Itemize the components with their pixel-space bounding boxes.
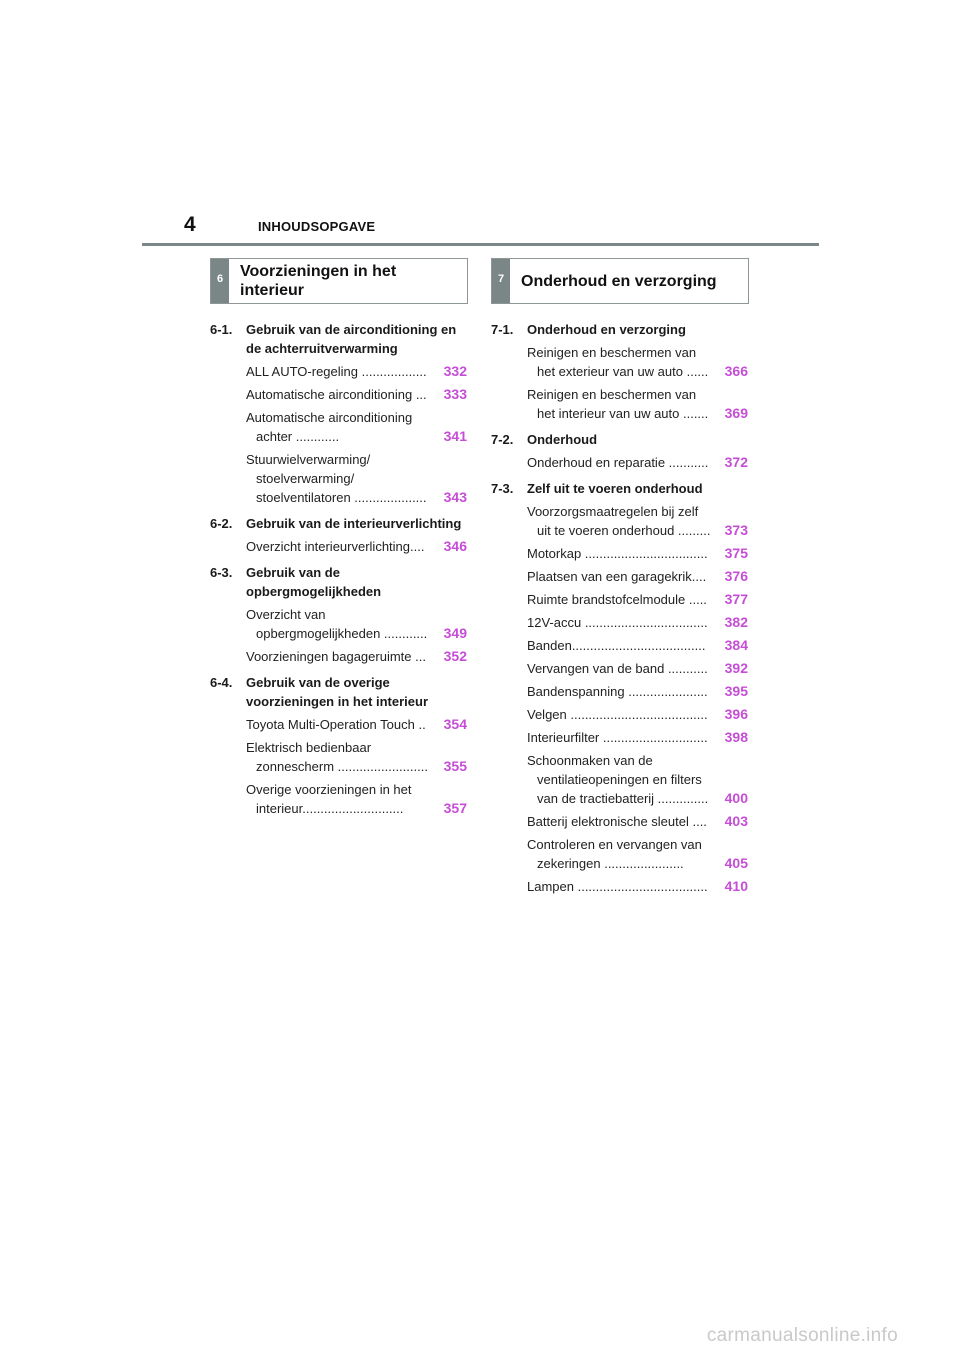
entry-text: Onderhoud en reparatie ...........	[527, 455, 709, 470]
entry-page-link[interactable]: 395	[724, 683, 748, 699]
entry-text: ALL AUTO-regeling ..................	[246, 364, 427, 379]
toc-entry[interactable]	[246, 605, 467, 643]
toc-entry[interactable]	[527, 812, 748, 831]
toc-entry[interactable]	[527, 453, 748, 472]
entry-page-link[interactable]: 382	[724, 614, 748, 630]
toc-section	[210, 673, 467, 818]
toc-entry[interactable]	[527, 343, 748, 381]
entry-text: Stuurwielverwarming/ stoelverwarming/ stoelventilatoren ....................	[246, 452, 427, 505]
entry-page-link[interactable]: 410	[724, 878, 748, 894]
chapter-title-6: Voorzieningen in het interieur	[240, 263, 397, 299]
toc-entry[interactable]	[527, 590, 748, 609]
toc-entry[interactable]	[527, 835, 748, 873]
toc-entry[interactable]	[527, 705, 748, 724]
toc-entry[interactable]	[527, 613, 748, 632]
section-number: 7-3.	[491, 481, 514, 496]
entry-text: Overzicht van opbergmogelijkheden ............	[246, 607, 428, 641]
entry-text: Schoonmaken van de ventilatieopeningen en filters van de tractiebatterij ..............	[527, 753, 709, 806]
toc-entry[interactable]	[527, 751, 748, 808]
toc-entry[interactable]	[527, 682, 748, 701]
toc-column-left	[210, 320, 467, 825]
toc-entry[interactable]	[246, 715, 467, 734]
toc-entry[interactable]	[246, 738, 467, 776]
entry-page-link[interactable]: 372	[724, 454, 748, 470]
entry-page-link[interactable]: 392	[724, 660, 748, 676]
entry-text: Overzicht interieurverlichting....	[246, 539, 425, 554]
entry-page-link[interactable]: 376	[724, 568, 748, 584]
toc-column-right	[491, 320, 748, 903]
entry-text: Elektrisch bedienbaar zonnescherm .........................	[246, 740, 428, 774]
chapter-tab-6: 6	[211, 259, 229, 303]
toc-entry[interactable]	[246, 780, 467, 818]
section-title: Gebruik van de opbergmogelijkheden	[246, 565, 382, 599]
entry-text: Banden.....................................	[527, 638, 706, 653]
entry-text: Automatische airconditioning achter ............	[246, 410, 413, 444]
entry-page-link[interactable]: 349	[443, 625, 467, 641]
entry-page-link[interactable]: 400	[724, 790, 748, 806]
toc-section	[210, 514, 467, 556]
entry-page-link[interactable]: 332	[443, 363, 467, 379]
section-number: 6-1.	[210, 322, 233, 337]
watermark: carmanualsonline.info	[706, 1325, 898, 1346]
entry-text: Controleren en vervangen van zekeringen ......................	[527, 837, 702, 871]
section-title: Zelf uit te voeren onderhoud	[527, 481, 703, 496]
entry-page-link[interactable]: 405	[724, 855, 748, 871]
entry-page-link[interactable]: 357	[443, 800, 467, 816]
toc-section	[210, 320, 467, 507]
toc-entry[interactable]	[527, 385, 748, 423]
entry-text: Voorzorgsmaatregelen bij zelf uit te voeren onderhoud .........	[527, 504, 711, 538]
toc-section	[491, 430, 748, 472]
entry-text: Velgen ......................................	[527, 707, 708, 722]
toc-entry[interactable]	[527, 636, 748, 655]
section-title: Gebruik van de airconditioning en de achterruitverwarming	[246, 322, 457, 356]
toc-entry[interactable]	[246, 647, 467, 666]
toc-entry[interactable]	[246, 537, 467, 556]
entry-text: Bandenspanning ......................	[527, 684, 708, 699]
section-number: 7-2.	[491, 432, 514, 447]
section-number: 6-4.	[210, 675, 233, 690]
entry-text: Lampen ....................................	[527, 879, 708, 894]
toc-entry[interactable]	[527, 502, 748, 540]
entry-text: Overige voorzieningen in het interieur............................	[246, 782, 412, 816]
section-title: Gebruik van de interieurverlichting	[246, 516, 462, 531]
entry-text: Vervangen van de band ...........	[527, 661, 708, 676]
toc-section	[210, 563, 467, 666]
entry-page-link[interactable]: 384	[724, 637, 748, 653]
entry-text: Plaatsen van een garagekrik....	[527, 569, 707, 584]
chapter-title-7: Onderhoud en verzorging	[521, 272, 717, 290]
section-title: Gebruik van de overige voorzieningen in het interieur	[246, 675, 429, 709]
entry-text: Batterij elektronische sleutel ....	[527, 814, 707, 829]
entry-page-link[interactable]: 333	[443, 386, 467, 402]
entry-text: Motorkap ..................................	[527, 546, 708, 561]
entry-text: Reinigen en beschermen van het exterieur van uw auto ......	[527, 345, 709, 379]
entry-text: Ruimte brandstofcelmodule .....	[527, 592, 707, 607]
chapter-box-7	[491, 258, 749, 304]
entry-page-link[interactable]: 377	[724, 591, 748, 607]
entry-text: Voorzieningen bagageruimte ...	[246, 649, 426, 664]
entry-page-link[interactable]: 355	[443, 758, 467, 774]
section-title: Onderhoud en verzorging	[527, 322, 686, 337]
entry-page-link[interactable]: 375	[724, 545, 748, 561]
page-number: 4	[184, 213, 196, 236]
entry-page-link[interactable]: 346	[443, 538, 467, 554]
section-number: 6-2.	[210, 516, 233, 531]
toc-entry[interactable]	[246, 408, 467, 446]
toc-entry[interactable]	[246, 385, 467, 404]
toc-entry[interactable]	[527, 728, 748, 747]
toc-entry[interactable]	[527, 877, 748, 896]
chapter-tab-7: 7	[492, 259, 510, 303]
toc-entry[interactable]	[246, 450, 467, 507]
toc-entry[interactable]	[246, 362, 467, 381]
toc-section	[491, 320, 748, 423]
entry-page-link[interactable]: 398	[724, 729, 748, 745]
toc-entry[interactable]	[527, 544, 748, 563]
entry-page-link[interactable]: 369	[724, 405, 748, 421]
entry-page-link[interactable]: 396	[724, 706, 748, 722]
entry-text: Toyota Multi-Operation Touch ..	[246, 717, 426, 732]
running-title: INHOUDSOPGAVE	[258, 219, 376, 234]
entry-text: Interieurfilter .............................	[527, 730, 708, 745]
section-number: 7-1.	[491, 322, 514, 337]
toc-entry[interactable]	[527, 659, 748, 678]
chapter-box-6	[210, 258, 468, 304]
entry-text: Reinigen en beschermen van het interieur van uw auto .......	[527, 387, 709, 421]
header-rule	[142, 243, 819, 246]
entry-page-link[interactable]: 373	[724, 522, 748, 538]
entry-page-link[interactable]: 343	[443, 489, 467, 505]
toc-section	[491, 479, 748, 896]
section-number: 6-3.	[210, 565, 233, 580]
entry-page-link[interactable]: 354	[443, 716, 467, 732]
entry-text: Automatische airconditioning ...	[246, 387, 427, 402]
entry-page-link[interactable]: 366	[724, 363, 748, 379]
entry-page-link[interactable]: 352	[443, 648, 467, 664]
entry-page-link[interactable]: 403	[724, 813, 748, 829]
entry-text: 12V-accu ..................................	[527, 615, 708, 630]
entry-page-link[interactable]: 341	[443, 428, 467, 444]
section-title: Onderhoud	[527, 432, 598, 447]
toc-entry[interactable]	[527, 567, 748, 586]
